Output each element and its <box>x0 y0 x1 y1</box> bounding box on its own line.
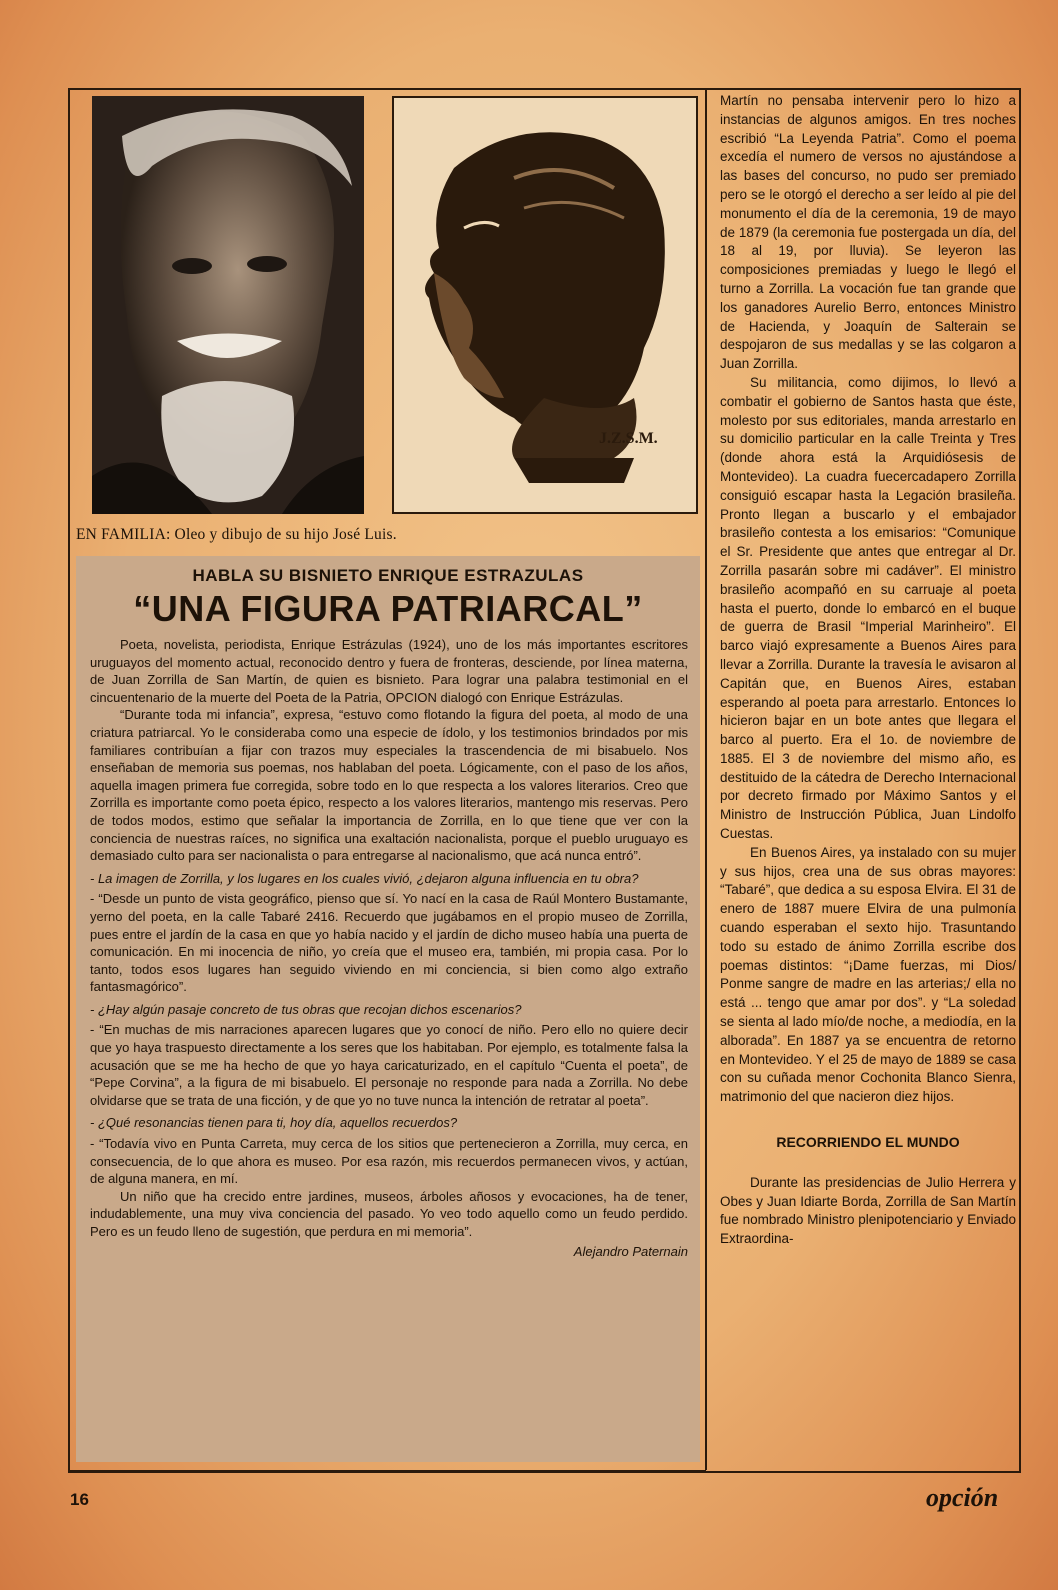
oil-portrait-photo <box>92 96 364 514</box>
column-paragraph: Martín no pensaba intervenir pero lo hizo a instancias de algunos amigos. En tres noches escribió “La Leyenda Patria”. Como el poema excedía el numero de versos no ajustándose a las bases del concurso, no pudo ser premiado pero se le otorgó el derecho a ser leído al pie del monumento el día de la ceremonia, 19 de mayo de 1879 (la ceremonia fue postergada un día, del 18 al 19, por lluvia). Se leyeron las composiciones premiadas y luego le llegó el turno a Zorrilla. La vocación fue tan grande que los ganadores Aurelio Berro, entonces Ministro de Hacienda, y Joaquín de Salterain se despojaron de sus medallas y se las colgaron a Juan Zorrilla. <box>720 93 1016 372</box>
portrait-illustration <box>92 96 364 514</box>
interview-box <box>76 556 700 1462</box>
column-paragraph: Su militancia, como dijimos, lo llevó a combatir el gobierno de Santos hasta que éste, molesto por sus editoriales, manda arrestarlo en su domicilio particular en la calle Treinta y Tres (donde ahora está la Arquidiósesis de Montevideo). La cuadra fuecercadapero Zorrilla consiguió escapar hasta la Legación brasileña. Pronto llegan a buscarlo y el embajador brasileño contesta a los emisarios: “Comunique el Sr. Presidente que antes que entregar al Dr. Zorrilla pasarán sobre mi cadáver”. El ministro brasileño acompañó en su carruaje al poeta hasta el puerto, donde lo embarcó en el buque de guerra de Brasil “Imperial Marinheiro”. El barco viajó expresamente a Buenos Aires para llevar a Zorrilla. Durante la travesía le avisaron al Capitán que, en Buenos Aires, estaban esperando al poeta para arrestarlo. Entonces lo hicieron bajar en un bote antes que llegara el barco al puerto. Era el 1o. de noviembre de 1885. El 3 de noviembre del mismo año, es destituido de la cátedra de Derecho Internacional por decreto firmado por Máximo Santos y el Ministro de Instrucción Pública, Juan Lindolfo Cuestas. <box>720 374 1016 842</box>
interview-question: - La imagen de Zorrilla, y los lugares en los cuales vivió, ¿dejaron alguna influencia en tu obra? <box>90 870 639 886</box>
column-paragraph: Durante las presidencias de Julio Herrera y Obes y Juan Idiarte Borda, Zorrilla de San Martín fue nombrado Ministro plenipotenciario y Enviado Extraordina- <box>720 1174 1016 1247</box>
interview-answer: - “En muchas de mis narraciones aparecen lugares que yo conocí de niño. Pero ello no quiere decir que yo haya traspuesto directamente a los seres que los habitaban. Por ejemplo, es totalmente falsa la acusación que se me ha hecho de que yo haya caricaturizado, en el capítulo “Cuenta el poeta”, de “Pepe Corvina”, a la figura de mi bisabuelo. El personaje no responde para nada a Zorrilla. No debe olvidarse que se trata de una ficción, y de que yo no tuve nunca la intención de retratar al poeta”. <box>90 1022 688 1108</box>
right-column <box>720 92 1016 1249</box>
drawing-signature: J.Z.S.M. <box>599 430 658 447</box>
column-divider <box>705 90 707 1470</box>
interview-question: - ¿Hay algún pasaje concreto de tus obras que recojan dichos escenarios? <box>90 1001 522 1017</box>
interview-answer-continued: Un niño que ha crecido entre jardines, museos, árboles añosos y evocaciones, ha de tener, indudablemente, una muy viva conciencia del pasado. Yo veo todo aquello como un feudo perdido. Pero es un feudo lleno de sugestión, que perdura en mi memoria”. <box>90 1188 688 1239</box>
interview-answer: - “Desde un punto de vista geográfico, pienso que sí. Yo nací en la casa de Raúl Montero Bustamante, yerno del poeta, en la calle Tabaré 2416. Recuerdo que jugábamos en el propio museo de Zorrilla, pues entre el jardín de la casa en que yo había nacido y el jardín de dicho museo había una puerta de comunicación. En mi inocencia de niño, yo creía que el museo era, también, mi propia casa. Por lo tanto, todos esos lugares han seguido viviendo en mi conciencia, si bien como algo extraño fantasmagórico”. <box>90 891 688 995</box>
interview-body <box>90 636 688 1260</box>
interview-paragraph: “Durante toda mi infancia”, expresa, “estuvo como flotando la figura del poeta, al modo de una criatura patriarcal. Yo le consideraba como una especie de ídolo, y los testimonios brindados por mis familiares contribuían a fijar con trazos muy especiales la trascendencia de mi bisabuelo. Nos enseñaban de memoria sus poemas, nos hablaban del poeta. Lógicamente, con el paso de los años, aquella imagen primera fue corregida, sobre todo en lo que respecta a los valores literarios. Creo que Zorrilla es importante como poeta épico, respecto a los valores literarios, mantengo mis reservas. Pero de todos modos, estimo que señalar la importancia de Zorrilla, en lo que tiene que ver con la conciencia de nuestras raíces, no significa una exaltación nacionalista, porque el pueblo uruguayo es demasiado culto para ser nacionalista o para entregarse al nacionalismo, que acá nunca entró”. <box>90 707 688 864</box>
magazine-logo: opción <box>926 1483 999 1512</box>
interview-signature: Alejandro Paternain <box>573 1243 688 1259</box>
bottom-rule <box>70 1470 706 1472</box>
interview-question: - ¿Qué resonancias tienen para ti, hoy día, aquellos recuerdos? <box>90 1115 458 1131</box>
column-paragraph: En Buenos Aires, ya instalado con su mujer y sus hijos, crea una de sus obras mayores: “Tabaré”, que dedica a su esposa Elvira. El 31 de enero de 1887 muere Elvira de una pulmonía cuando esperaban el sexto hijo. Trasuntando todo su estado de ánimo Zorrilla escribe dos poemas distintos: “¡Dame fuerzas, mi Dios/ Ponme sangre de madre en las arterias;/ ella no está ... tengo que amar por dos”. y “La soledad se sienta al lado mío/de noche, a mediodía, en la alborada”. En 1887 ya se encuentra de retorno en Montevideo. Y el 25 de mayo de 1889 se casa con su cuñada menor Cochonita Blanco Sienra, matrimonio del que nacieron diez hijos. <box>720 844 1016 1105</box>
column-subheading: RECORRIENDO EL MUNDO <box>776 1134 960 1151</box>
interview-kicker: HABLA SU BISNIETO ENRIQUE ESTRAZULAS <box>192 566 584 585</box>
image-caption: EN FAMILIA: Oleo y dibujo de su hijo José Luis. <box>76 526 397 543</box>
interview-intro: Poeta, novelista, periodista, Enrique Estrázulas (1924), uno de los más importantes escritores uruguayos del momento actual, reconocido dentro y fuera de fronteras, desciende, por línea materna, de Juan Zorrilla de San Martín, de quien es bisnieto. Para lograr una palabra testimonial en el cincuentenario de la muerte del Poeta de la Patria, OPCION dialogó con Enrique Estrázulas. <box>90 637 688 705</box>
profile-drawing-panel <box>392 96 698 514</box>
interview-headline: “UNA FIGURA PATRIARCAL” <box>133 588 643 629</box>
drawing-illustration <box>394 98 696 512</box>
page-number: 16 <box>70 1490 89 1509</box>
interview-answer: - “Todavía vivo en Punta Carreta, muy cerca de los sitios que pertenecieron a Zorrilla, muy cerca, en consecuencia, de lo que ahora es museo. Por esa razón, mis recuerdos permanecen vivos, y actúan, de alguna manera, en mí. <box>90 1136 688 1187</box>
